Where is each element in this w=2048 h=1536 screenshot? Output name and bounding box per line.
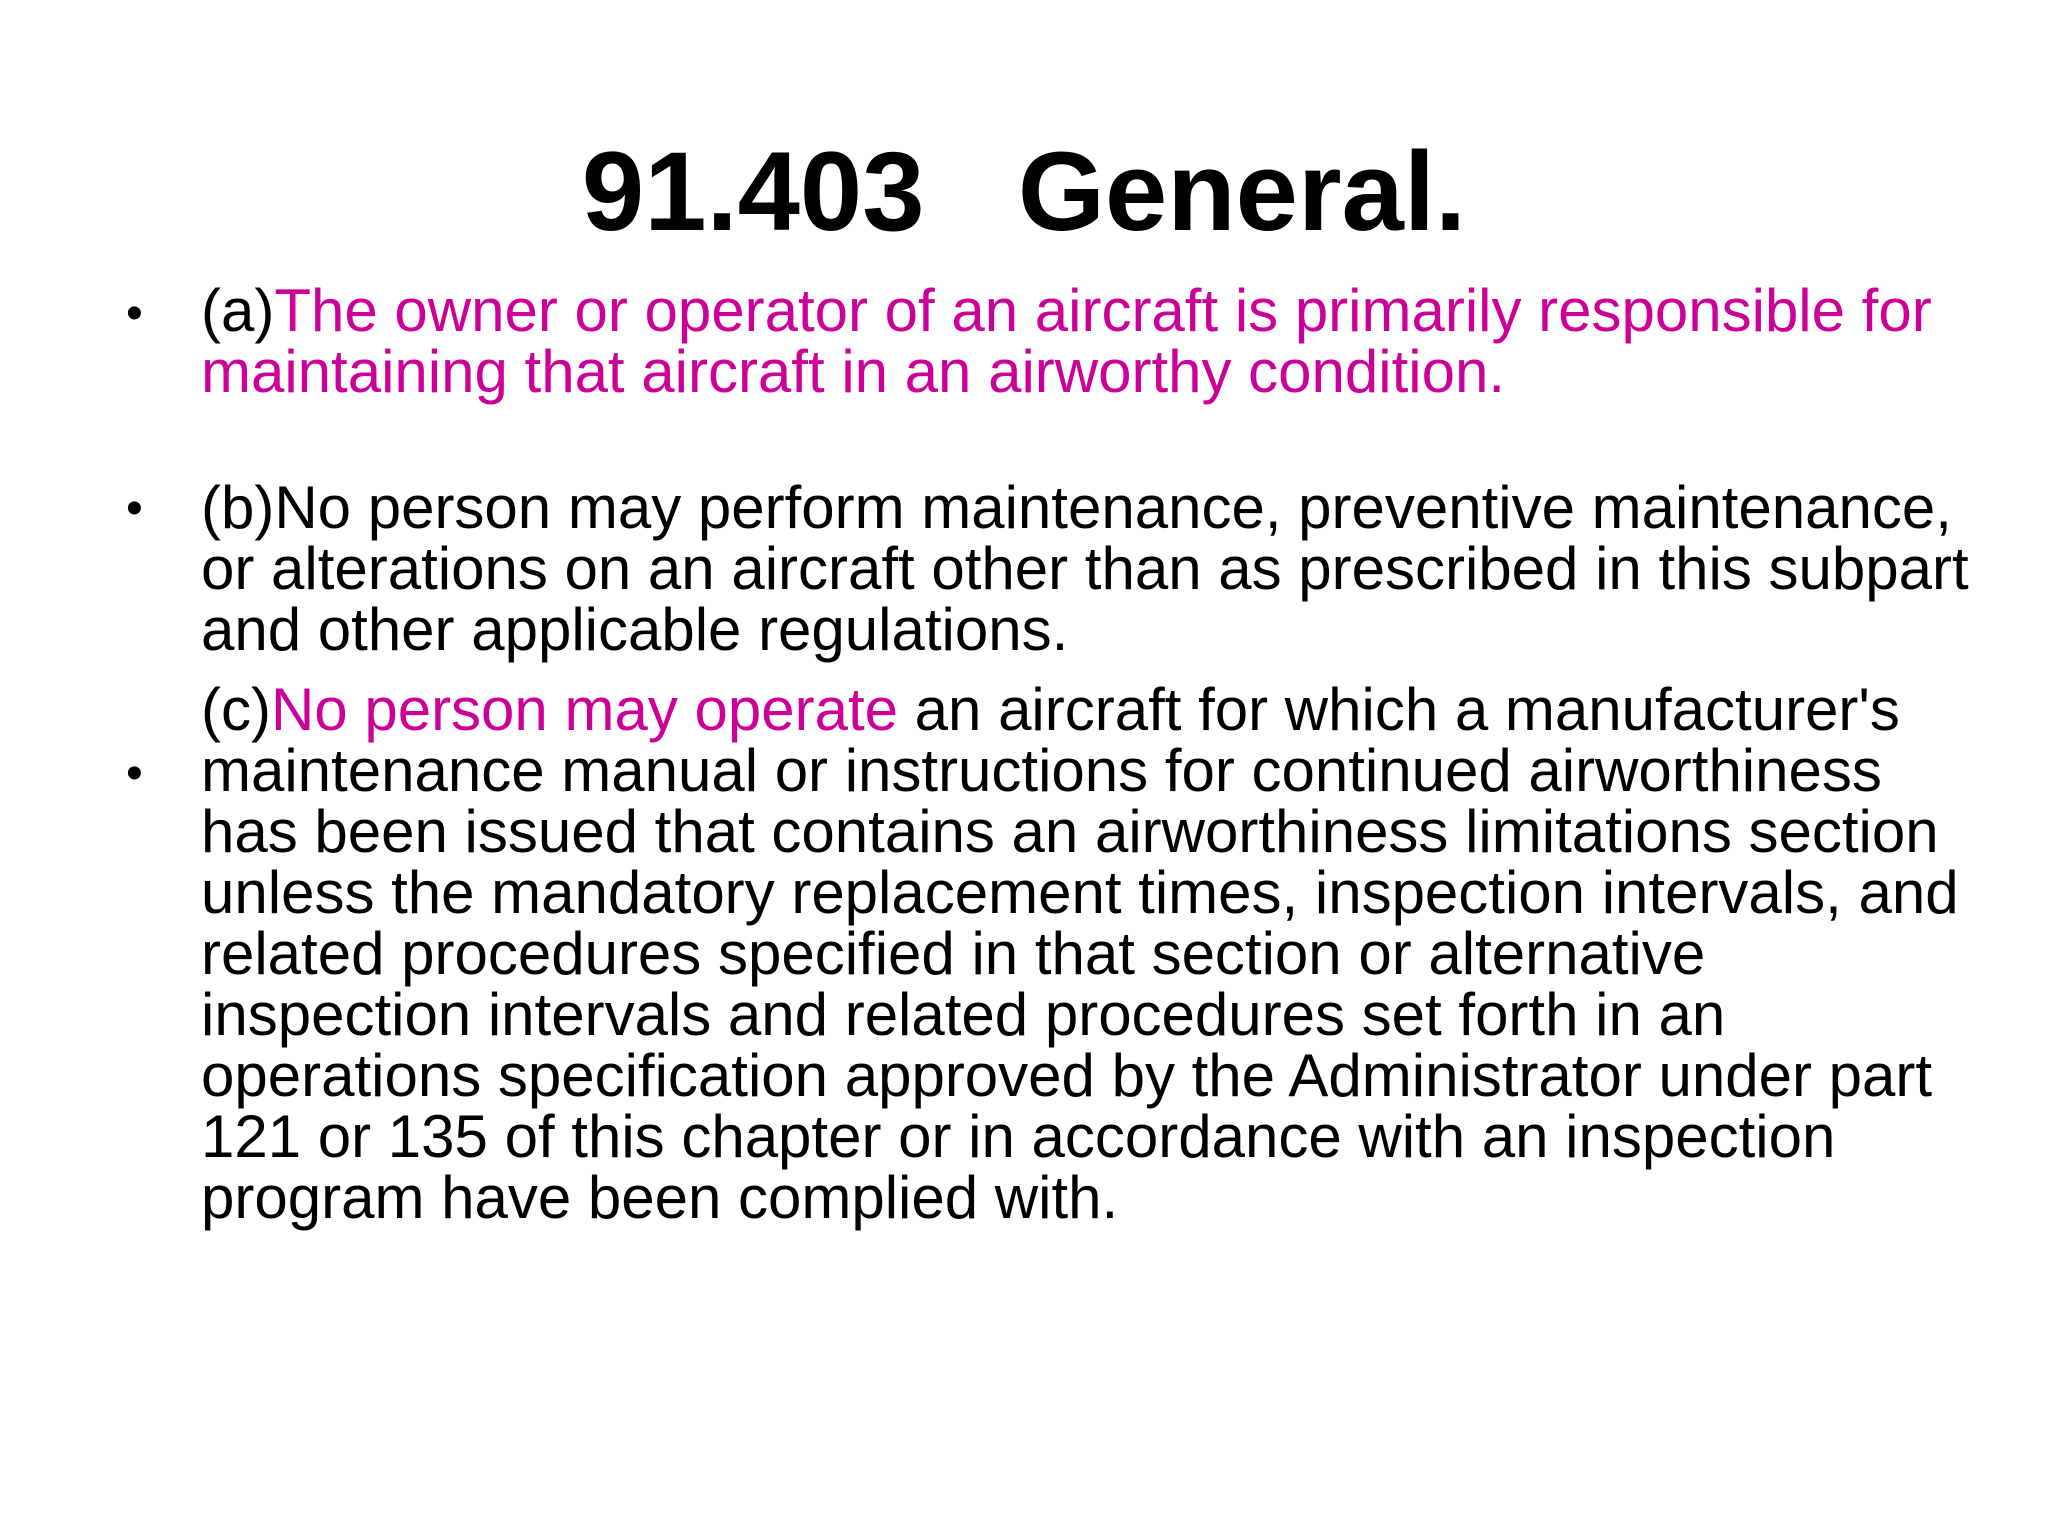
item-b-rest: No person may perform maintenance, preventive maintenance, or alterations on an aircraft other than as prescribed in this subpart and other applicable regulations.	[201, 474, 1969, 663]
item-c-label: (c)	[201, 676, 271, 743]
bullet-c: •	[126, 747, 143, 800]
item-c-highlight: No person may operate	[270, 676, 898, 743]
item-c-rest: an aircraft for which a manufacturer's maintenance manual or instructions for continued airworthiness has been issued that contains an airworthiness limitations section unless the mandatory replacement times, inspection intervals, and related procedures specified in that section or alternative inspection intervals and related procedures set forth in an operations specification approved by the Administrator under part 121 or 135 of this chapter or in accordance with an inspection program have been complied with.	[201, 676, 1959, 1231]
bullet-b: •	[126, 482, 143, 535]
item-b-label: (b)	[201, 474, 275, 541]
item-a-label: (a)	[201, 277, 275, 344]
bullet-a: •	[126, 287, 143, 340]
item-a-highlight: The owner or operator of an aircraft is primarily responsible for maintaining that aircraft in an airworthy condition.	[201, 277, 1932, 405]
list-item-b	[201, 474, 1981, 663]
list-item-c	[201, 676, 1981, 1231]
slide-title: 91.403 General.	[581, 129, 1467, 254]
list-item-a	[201, 277, 1981, 405]
